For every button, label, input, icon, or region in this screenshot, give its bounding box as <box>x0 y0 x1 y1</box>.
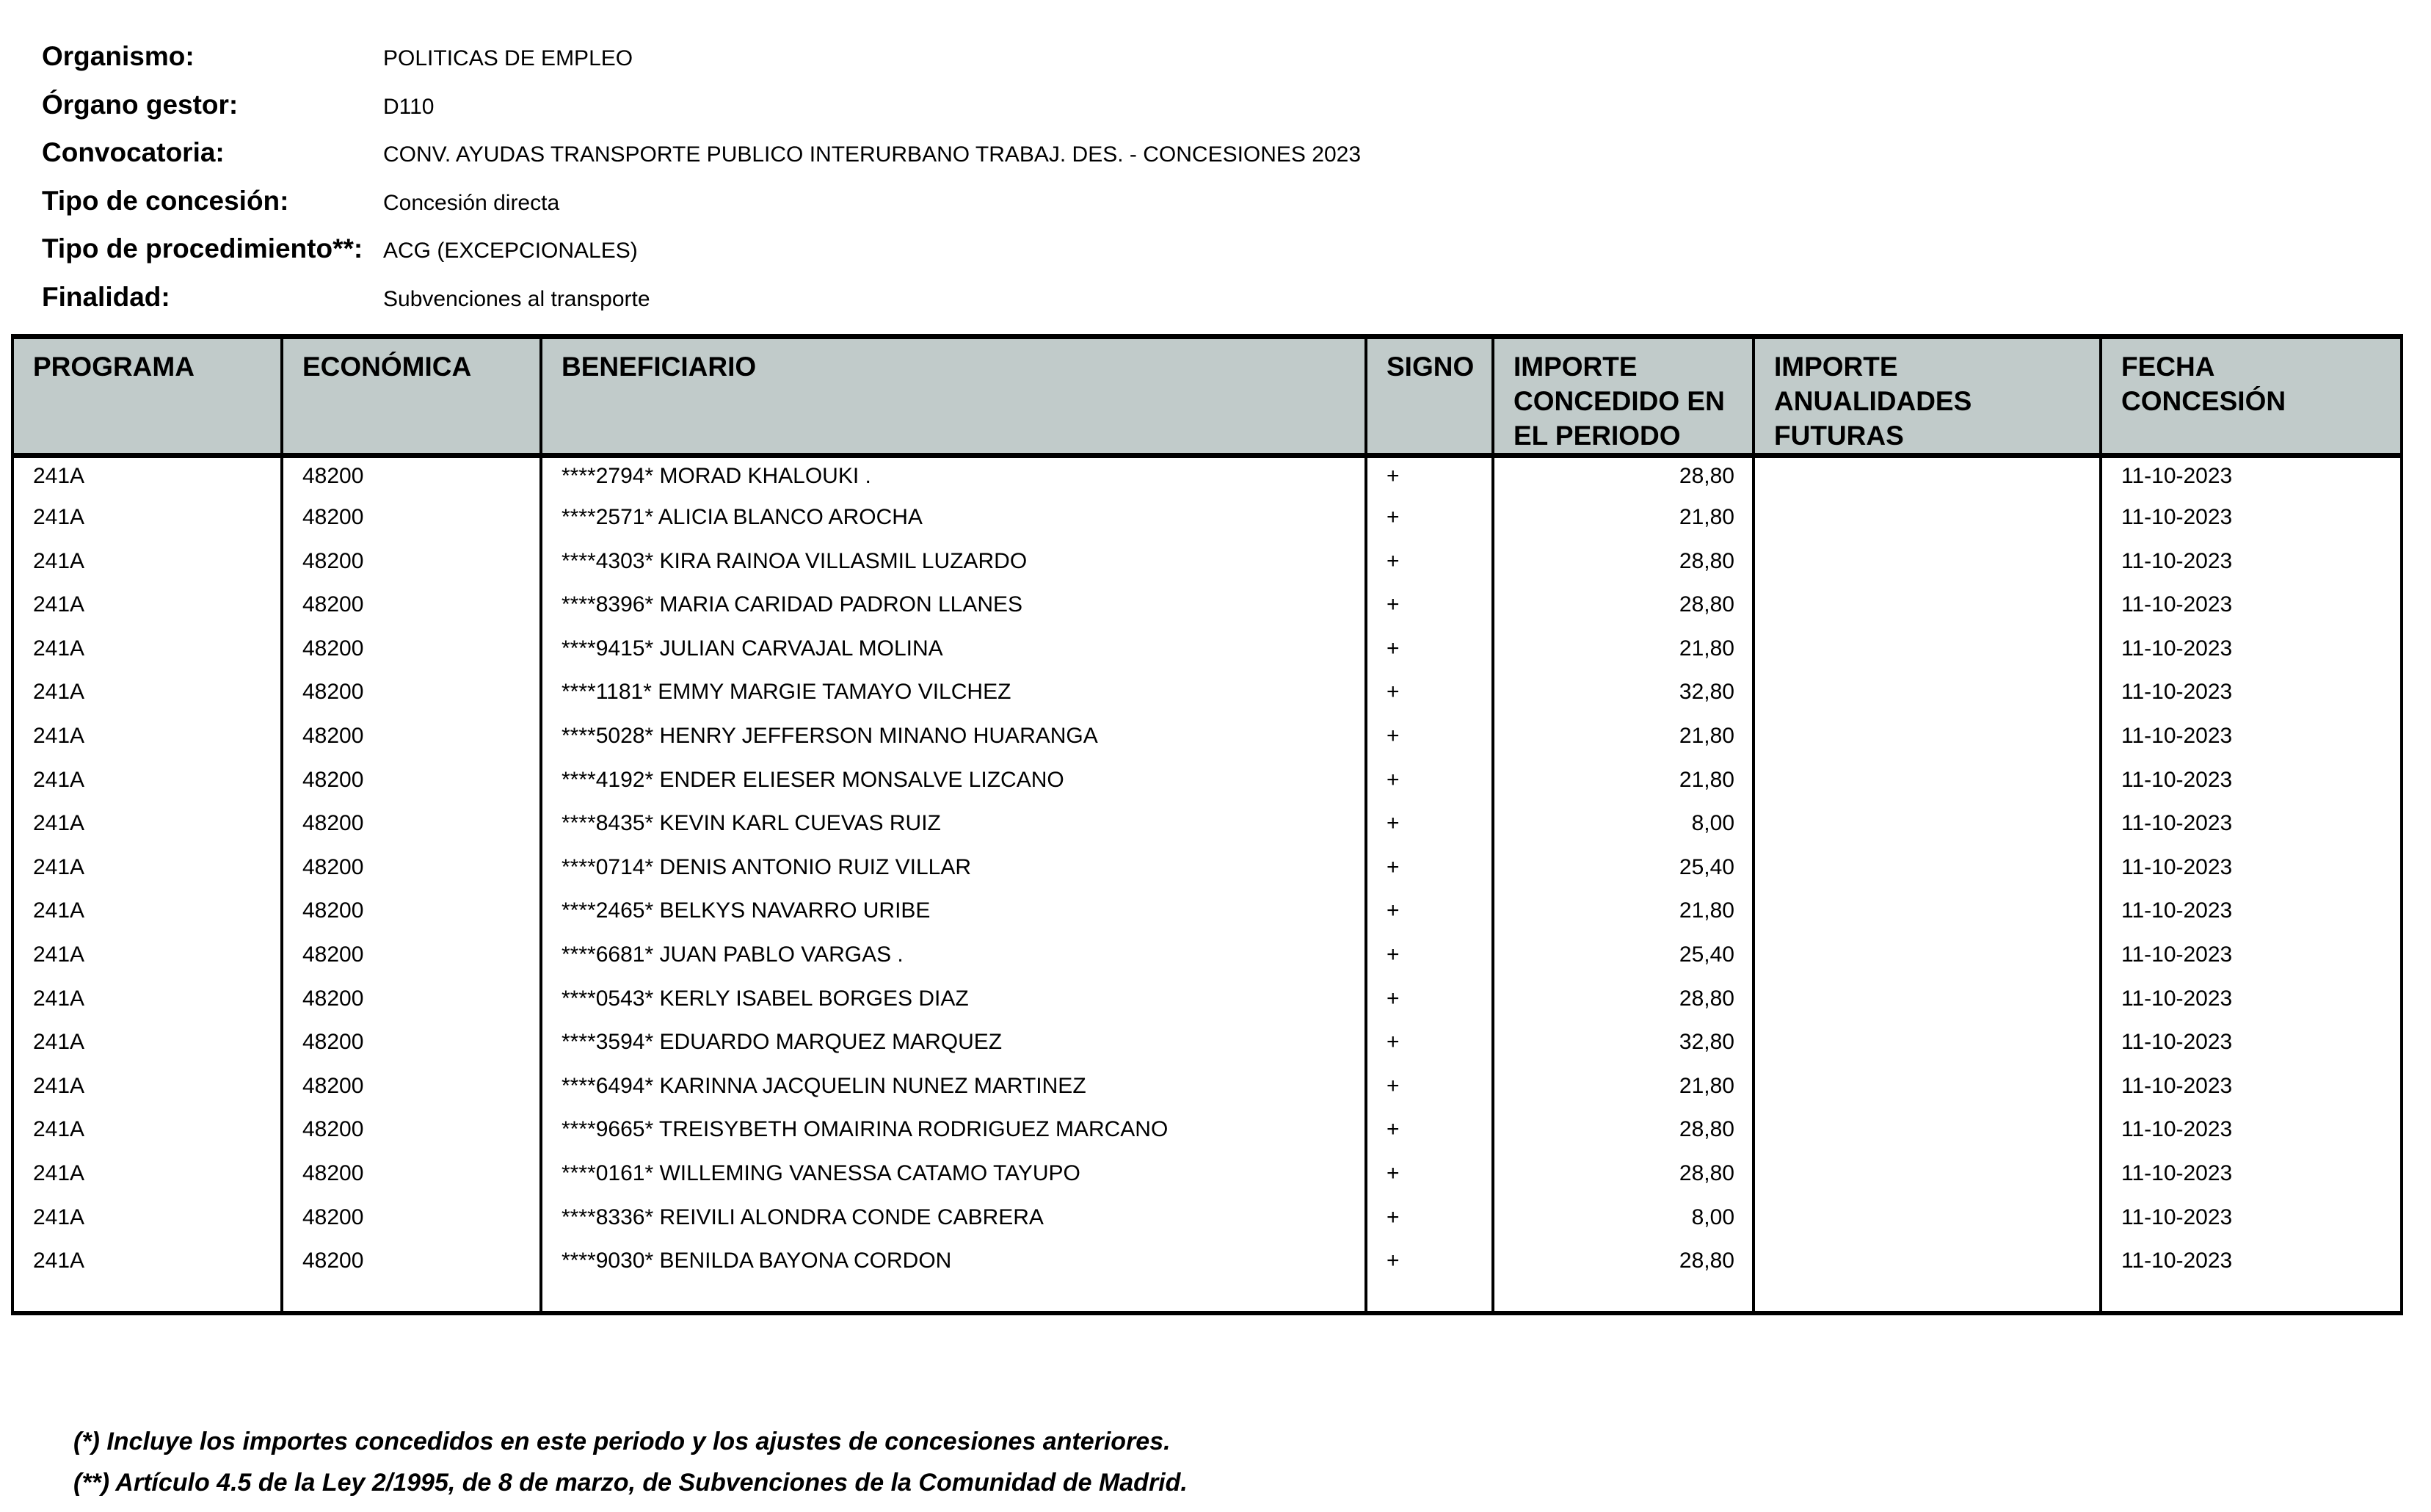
cell-importe-anualidades <box>1754 456 2101 500</box>
table-row <box>12 1199 2402 1243</box>
cell-programa: 241A <box>12 543 282 587</box>
cell-economica: 48200 <box>282 849 541 893</box>
cell-importe-anualidades <box>1754 762 2101 806</box>
column-header-line: ECONÓMICA <box>302 352 472 382</box>
cell-beneficiario: ****8336* REIVILI ALONDRA CONDE CABRERA <box>541 1199 1366 1243</box>
cell-signo: + <box>1366 937 1493 981</box>
cell-importe-anualidades <box>1754 499 2101 543</box>
cell-fecha-concesion: 11-10-2023 <box>2101 849 2402 893</box>
column-header-line: PROGRAMA <box>33 352 195 382</box>
spacer-cell <box>2101 1287 2402 1313</box>
footnotes <box>73 1421 1188 1503</box>
cell-fecha-concesion: 11-10-2023 <box>2101 456 2402 500</box>
cell-beneficiario: ****8396* MARIA CARIDAD PADRON LLANES <box>541 586 1366 630</box>
cell-programa: 241A <box>12 1068 282 1112</box>
column-header-line: EL PERIODO <box>1514 421 1681 451</box>
cell-importe-anualidades <box>1754 1243 2101 1287</box>
cell-beneficiario: ****3594* EDUARDO MARQUEZ MARQUEZ <box>541 1024 1366 1068</box>
column-header-line: IMPORTE <box>1774 352 1898 382</box>
cell-beneficiario: ****9415* JULIAN CARVAJAL MOLINA <box>541 630 1366 675</box>
cell-signo: + <box>1366 1024 1493 1068</box>
cell-importe-anualidades <box>1754 1111 2101 1155</box>
cell-importe-anualidades <box>1754 849 2101 893</box>
cell-signo: + <box>1366 762 1493 806</box>
info-row <box>42 228 1361 276</box>
cell-beneficiario: ****2571* ALICIA BLANCO AROCHA <box>541 499 1366 543</box>
cell-programa: 241A <box>12 849 282 893</box>
cell-programa: 241A <box>12 1024 282 1068</box>
info-label: Tipo de concesión: <box>42 185 289 216</box>
cell-signo: + <box>1366 1243 1493 1287</box>
cell-programa: 241A <box>12 499 282 543</box>
cell-signo: + <box>1366 1111 1493 1155</box>
column-header-line: IMPORTE <box>1514 352 1638 382</box>
info-label: Organismo: <box>42 41 195 71</box>
cell-signo: + <box>1366 674 1493 718</box>
cell-economica: 48200 <box>282 499 541 543</box>
cell-programa: 241A <box>12 893 282 937</box>
cell-programa: 241A <box>12 762 282 806</box>
table-row <box>12 762 2402 806</box>
table-row <box>12 937 2402 981</box>
info-row <box>42 35 1361 84</box>
cell-fecha-concesion: 11-10-2023 <box>2101 1155 2402 1199</box>
cell-economica: 48200 <box>282 1243 541 1287</box>
cell-beneficiario: ****2465* BELKYS NAVARRO URIBE <box>541 893 1366 937</box>
column-header-beneficiario <box>541 337 1366 456</box>
cell-signo: + <box>1366 1155 1493 1199</box>
cell-economica: 48200 <box>282 1024 541 1068</box>
table-row <box>12 1024 2402 1068</box>
table-row <box>12 1243 2402 1287</box>
spacer-cell <box>1754 1287 2101 1313</box>
cell-programa: 241A <box>12 1111 282 1155</box>
spacer-cell <box>282 1287 541 1313</box>
column-header-line: FUTURAS <box>1774 421 1904 451</box>
cell-importe-concedido: 25,40 <box>1493 937 1754 981</box>
cell-importe-concedido: 32,80 <box>1493 1024 1754 1068</box>
table-row <box>12 981 2402 1025</box>
info-row <box>42 276 1361 324</box>
cell-importe-concedido: 21,80 <box>1493 630 1754 675</box>
cell-fecha-concesion: 11-10-2023 <box>2101 630 2402 675</box>
cell-programa: 241A <box>12 981 282 1025</box>
cell-signo: + <box>1366 456 1493 500</box>
cell-programa: 241A <box>12 1155 282 1199</box>
cell-importe-anualidades <box>1754 805 2101 849</box>
cell-importe-anualidades <box>1754 981 2101 1025</box>
cell-importe-anualidades <box>1754 937 2101 981</box>
cell-importe-concedido: 8,00 <box>1493 1199 1754 1243</box>
cell-fecha-concesion: 11-10-2023 <box>2101 1068 2402 1112</box>
column-header-programa <box>12 337 282 456</box>
cell-importe-anualidades <box>1754 893 2101 937</box>
spacer-cell <box>541 1287 1366 1313</box>
cell-economica: 48200 <box>282 1199 541 1243</box>
cell-beneficiario: ****0714* DENIS ANTONIO RUIZ VILLAR <box>541 849 1366 893</box>
table-row <box>12 849 2402 893</box>
cell-importe-concedido: 28,80 <box>1493 543 1754 587</box>
footnote: (*) Incluye los importes concedidos en este periodo y los ajustes de concesiones anteriores. <box>73 1428 1171 1455</box>
spacer-cell <box>12 1287 282 1313</box>
cell-importe-concedido: 21,80 <box>1493 499 1754 543</box>
cell-economica: 48200 <box>282 805 541 849</box>
info-value: POLITICAS DE EMPLEO <box>383 46 633 70</box>
cell-programa: 241A <box>12 805 282 849</box>
cell-programa: 241A <box>12 937 282 981</box>
table-bottom-spacer <box>12 1287 2402 1313</box>
column-header-line: BENEFICIARIO <box>562 352 757 382</box>
cell-importe-anualidades <box>1754 718 2101 762</box>
cell-importe-concedido: 28,80 <box>1493 1155 1754 1199</box>
info-label: Finalidad: <box>42 281 170 312</box>
cell-importe-anualidades <box>1754 1068 2101 1112</box>
cell-importe-concedido: 28,80 <box>1493 1243 1754 1287</box>
cell-beneficiario: ****4303* KIRA RAINOA VILLASMIL LUZARDO <box>541 543 1366 587</box>
table-row <box>12 674 2402 718</box>
concessions-table <box>11 334 2403 1315</box>
cell-economica: 48200 <box>282 893 541 937</box>
cell-programa: 241A <box>12 674 282 718</box>
cell-beneficiario: ****6494* KARINNA JACQUELIN NUNEZ MARTINEZ <box>541 1068 1366 1112</box>
table-body <box>12 456 2402 1313</box>
info-block <box>42 35 1361 324</box>
cell-fecha-concesion: 11-10-2023 <box>2101 937 2402 981</box>
cell-economica: 48200 <box>282 1068 541 1112</box>
cell-fecha-concesion: 11-10-2023 <box>2101 1111 2402 1155</box>
cell-signo: + <box>1366 893 1493 937</box>
table-row <box>12 1068 2402 1112</box>
cell-signo: + <box>1366 849 1493 893</box>
cell-importe-anualidades <box>1754 674 2101 718</box>
cell-economica: 48200 <box>282 674 541 718</box>
cell-fecha-concesion: 11-10-2023 <box>2101 1243 2402 1287</box>
info-value: CONV. AYUDAS TRANSPORTE PUBLICO INTERURBANO TRABAJ. DES. - CONCESIONES 2023 <box>383 142 1362 167</box>
cell-beneficiario: ****0161* WILLEMING VANESSA CATAMO TAYUPO <box>541 1155 1366 1199</box>
cell-beneficiario: ****9665* TREISYBETH OMAIRINA RODRIGUEZ MARCANO <box>541 1111 1366 1155</box>
cell-importe-concedido: 25,40 <box>1493 849 1754 893</box>
table-row <box>12 586 2402 630</box>
cell-fecha-concesion: 11-10-2023 <box>2101 499 2402 543</box>
cell-importe-anualidades <box>1754 1024 2101 1068</box>
cell-economica: 48200 <box>282 630 541 675</box>
column-header-line: ANUALIDADES <box>1774 386 1972 416</box>
table-row <box>12 499 2402 543</box>
column-header-fecha-concesion <box>2101 337 2402 456</box>
table-row <box>12 1155 2402 1199</box>
cell-fecha-concesion: 11-10-2023 <box>2101 893 2402 937</box>
cell-economica: 48200 <box>282 586 541 630</box>
cell-fecha-concesion: 11-10-2023 <box>2101 805 2402 849</box>
cell-economica: 48200 <box>282 1111 541 1155</box>
table-row <box>12 1111 2402 1155</box>
cell-programa: 241A <box>12 1199 282 1243</box>
cell-economica: 48200 <box>282 1155 541 1199</box>
cell-economica: 48200 <box>282 543 541 587</box>
cell-fecha-concesion: 11-10-2023 <box>2101 1024 2402 1068</box>
cell-economica: 48200 <box>282 762 541 806</box>
cell-importe-anualidades <box>1754 586 2101 630</box>
cell-importe-anualidades <box>1754 1199 2101 1243</box>
info-row <box>42 131 1361 180</box>
cell-fecha-concesion: 11-10-2023 <box>2101 586 2402 630</box>
cell-signo: + <box>1366 718 1493 762</box>
cell-fecha-concesion: 11-10-2023 <box>2101 762 2402 806</box>
cell-importe-concedido: 28,80 <box>1493 586 1754 630</box>
cell-fecha-concesion: 11-10-2023 <box>2101 1199 2402 1243</box>
info-label: Tipo de procedimiento**: <box>42 233 363 264</box>
column-header-economica <box>282 337 541 456</box>
info-value: Concesión directa <box>383 190 560 215</box>
column-header-signo <box>1366 337 1493 456</box>
cell-programa: 241A <box>12 718 282 762</box>
cell-beneficiario: ****6681* JUAN PABLO VARGAS . <box>541 937 1366 981</box>
cell-beneficiario: ****5028* HENRY JEFFERSON MINANO HUARANGA <box>541 718 1366 762</box>
cell-fecha-concesion: 11-10-2023 <box>2101 718 2402 762</box>
cell-importe-concedido: 21,80 <box>1493 762 1754 806</box>
cell-importe-anualidades <box>1754 543 2101 587</box>
cell-importe-concedido: 21,80 <box>1493 718 1754 762</box>
info-value: ACG (EXCEPCIONALES) <box>383 239 638 263</box>
cell-importe-concedido: 28,80 <box>1493 981 1754 1025</box>
cell-signo: + <box>1366 630 1493 675</box>
table-row <box>12 543 2402 587</box>
cell-beneficiario: ****8435* KEVIN KARL CUEVAS RUIZ <box>541 805 1366 849</box>
cell-importe-anualidades <box>1754 1155 2101 1199</box>
cell-programa: 241A <box>12 456 282 500</box>
cell-fecha-concesion: 11-10-2023 <box>2101 674 2402 718</box>
table-row <box>12 456 2402 500</box>
table-header-row <box>12 337 2402 456</box>
cell-importe-concedido: 21,80 <box>1493 893 1754 937</box>
column-header-importe-anualidades <box>1754 337 2101 456</box>
cell-importe-concedido: 8,00 <box>1493 805 1754 849</box>
cell-signo: + <box>1366 499 1493 543</box>
cell-fecha-concesion: 11-10-2023 <box>2101 543 2402 587</box>
column-header-line: SIGNO <box>1387 352 1475 382</box>
info-value: Subvenciones al transporte <box>383 286 650 311</box>
cell-signo: + <box>1366 805 1493 849</box>
cell-importe-concedido: 32,80 <box>1493 674 1754 718</box>
cell-signo: + <box>1366 586 1493 630</box>
cell-economica: 48200 <box>282 937 541 981</box>
cell-signo: + <box>1366 981 1493 1025</box>
info-row <box>42 84 1361 132</box>
table-row <box>12 805 2402 849</box>
cell-programa: 241A <box>12 630 282 675</box>
cell-importe-concedido: 28,80 <box>1493 1111 1754 1155</box>
info-value: D110 <box>383 94 435 119</box>
cell-beneficiario: ****0543* KERLY ISABEL BORGES DIAZ <box>541 981 1366 1025</box>
footnote: (**) Artículo 4.5 de la Ley 2/1995, de 8 de marzo, de Subvenciones de la Comunidad de Madrid. <box>73 1469 1188 1497</box>
cell-beneficiario: ****1181* EMMY MARGIE TAMAYO VILCHEZ <box>541 674 1366 718</box>
cell-importe-concedido: 28,80 <box>1493 456 1754 500</box>
table-row <box>12 893 2402 937</box>
info-label: Convocatoria: <box>42 137 225 168</box>
column-header-importe-concedido <box>1493 337 1754 456</box>
info-row <box>42 180 1361 228</box>
cell-signo: + <box>1366 1199 1493 1243</box>
cell-signo: + <box>1366 1068 1493 1112</box>
cell-programa: 241A <box>12 1243 282 1287</box>
cell-signo: + <box>1366 543 1493 587</box>
column-header-line: FECHA CONCESIÓN <box>2121 352 2286 416</box>
cell-economica: 48200 <box>282 981 541 1025</box>
cell-fecha-concesion: 11-10-2023 <box>2101 981 2402 1025</box>
table-row <box>12 718 2402 762</box>
cell-beneficiario: ****9030* BENILDA BAYONA CORDON <box>541 1243 1366 1287</box>
cell-programa: 241A <box>12 586 282 630</box>
table-row <box>12 630 2402 675</box>
cell-economica: 48200 <box>282 456 541 500</box>
table-head <box>12 337 2402 456</box>
column-header-line: CONCEDIDO EN <box>1514 386 1725 416</box>
cell-economica: 48200 <box>282 718 541 762</box>
info-label: Órgano gestor: <box>42 89 239 120</box>
spacer-cell <box>1493 1287 1754 1313</box>
cell-importe-anualidades <box>1754 630 2101 675</box>
spacer-cell <box>1366 1287 1493 1313</box>
cell-importe-concedido: 21,80 <box>1493 1068 1754 1112</box>
cell-beneficiario: ****4192* ENDER ELIESER MONSALVE LIZCANO <box>541 762 1366 806</box>
cell-beneficiario: ****2794* MORAD KHALOUKI . <box>541 456 1366 500</box>
